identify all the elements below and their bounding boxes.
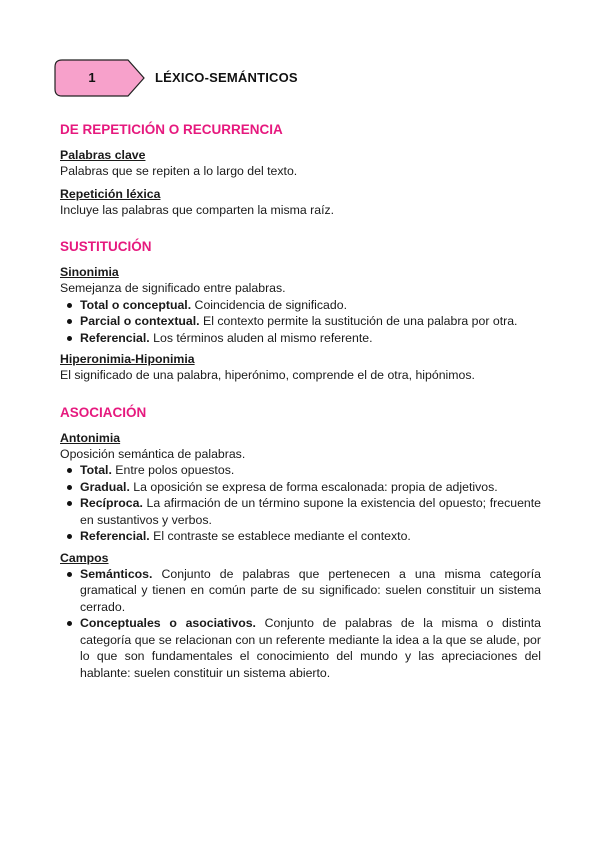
section-title: ASOCIACIÓN: [60, 404, 147, 420]
list-item: Total. Entre polos opuestos.: [80, 462, 541, 479]
section-asociacion: [60, 403, 541, 682]
section-title: DE REPETICIÓN O RECURRENCIA: [60, 122, 283, 137]
term-heading: Hiperonimia-Hiponimia: [60, 352, 195, 366]
term-heading: Antonimia: [60, 430, 121, 445]
list-item: Total o conceptual. Coincidencia de significado.: [80, 297, 541, 314]
section-title: SUSTITUCIÓN: [60, 239, 152, 254]
list-item: Referencial. Los términos aluden al mismo referente.: [80, 330, 541, 347]
term-description: El significado de una palabra, hiperónimo, comprende el de otra, hipónimos.: [60, 368, 475, 382]
chapter-number: 1: [88, 70, 96, 85]
list-item: Parcial o contextual. El contexto permite la sustitución de una palabra por otra.: [80, 313, 541, 330]
term-description: Incluye las palabras que comparten la misma raíz.: [60, 202, 335, 217]
term-heading: Repetición léxica: [60, 186, 161, 201]
page-header: [54, 59, 600, 97]
list-item: Referencial. El contraste se establece mediante el contexto.: [80, 528, 541, 545]
document-body: [60, 120, 541, 700]
term-heading: Palabras clave: [60, 148, 146, 162]
term-heading: Sinonimia: [60, 265, 119, 279]
term-heading: Campos: [60, 550, 109, 565]
term-description: Palabras que se repiten a lo largo del texto.: [60, 164, 298, 178]
bullet-list: [60, 566, 541, 682]
term-description: Oposición semántica de palabras.: [60, 446, 246, 461]
list-item: Conceptuales o asociativos. Conjunto de palabras de la misma o distinta categoría que se relacionan con un referente mediante la idea a la que se alude, por lo que son fundamentales el conocimiento del mundo y las apreciaciones del hablante: suelen constituir un sistema abierto.: [80, 616, 541, 680]
list-item: Recíproca. La afirmación de un término supone la existencia del opuesto; frecuente en sustantivos y verbos.: [80, 496, 541, 527]
term-description: Semejanza de significado entre palabras.: [60, 281, 286, 295]
page-title: LÉXICO-SEMÁNTICOS: [155, 70, 298, 85]
section-repeticion: [60, 120, 541, 218]
bullet-list: [60, 462, 541, 545]
chapter-number-tab: [54, 59, 146, 97]
bullet-list: [60, 297, 541, 347]
section-sustitucion: [60, 237, 541, 384]
list-item: Semánticos. Conjunto de palabras que pertenecen a una misma categoría gramatical y tienen en común parte de su significado: suelen constituir un sistema cerrado.: [80, 566, 541, 614]
list-item: Gradual. La oposición se expresa de forma escalonada: propia de adjetivos.: [80, 479, 541, 496]
